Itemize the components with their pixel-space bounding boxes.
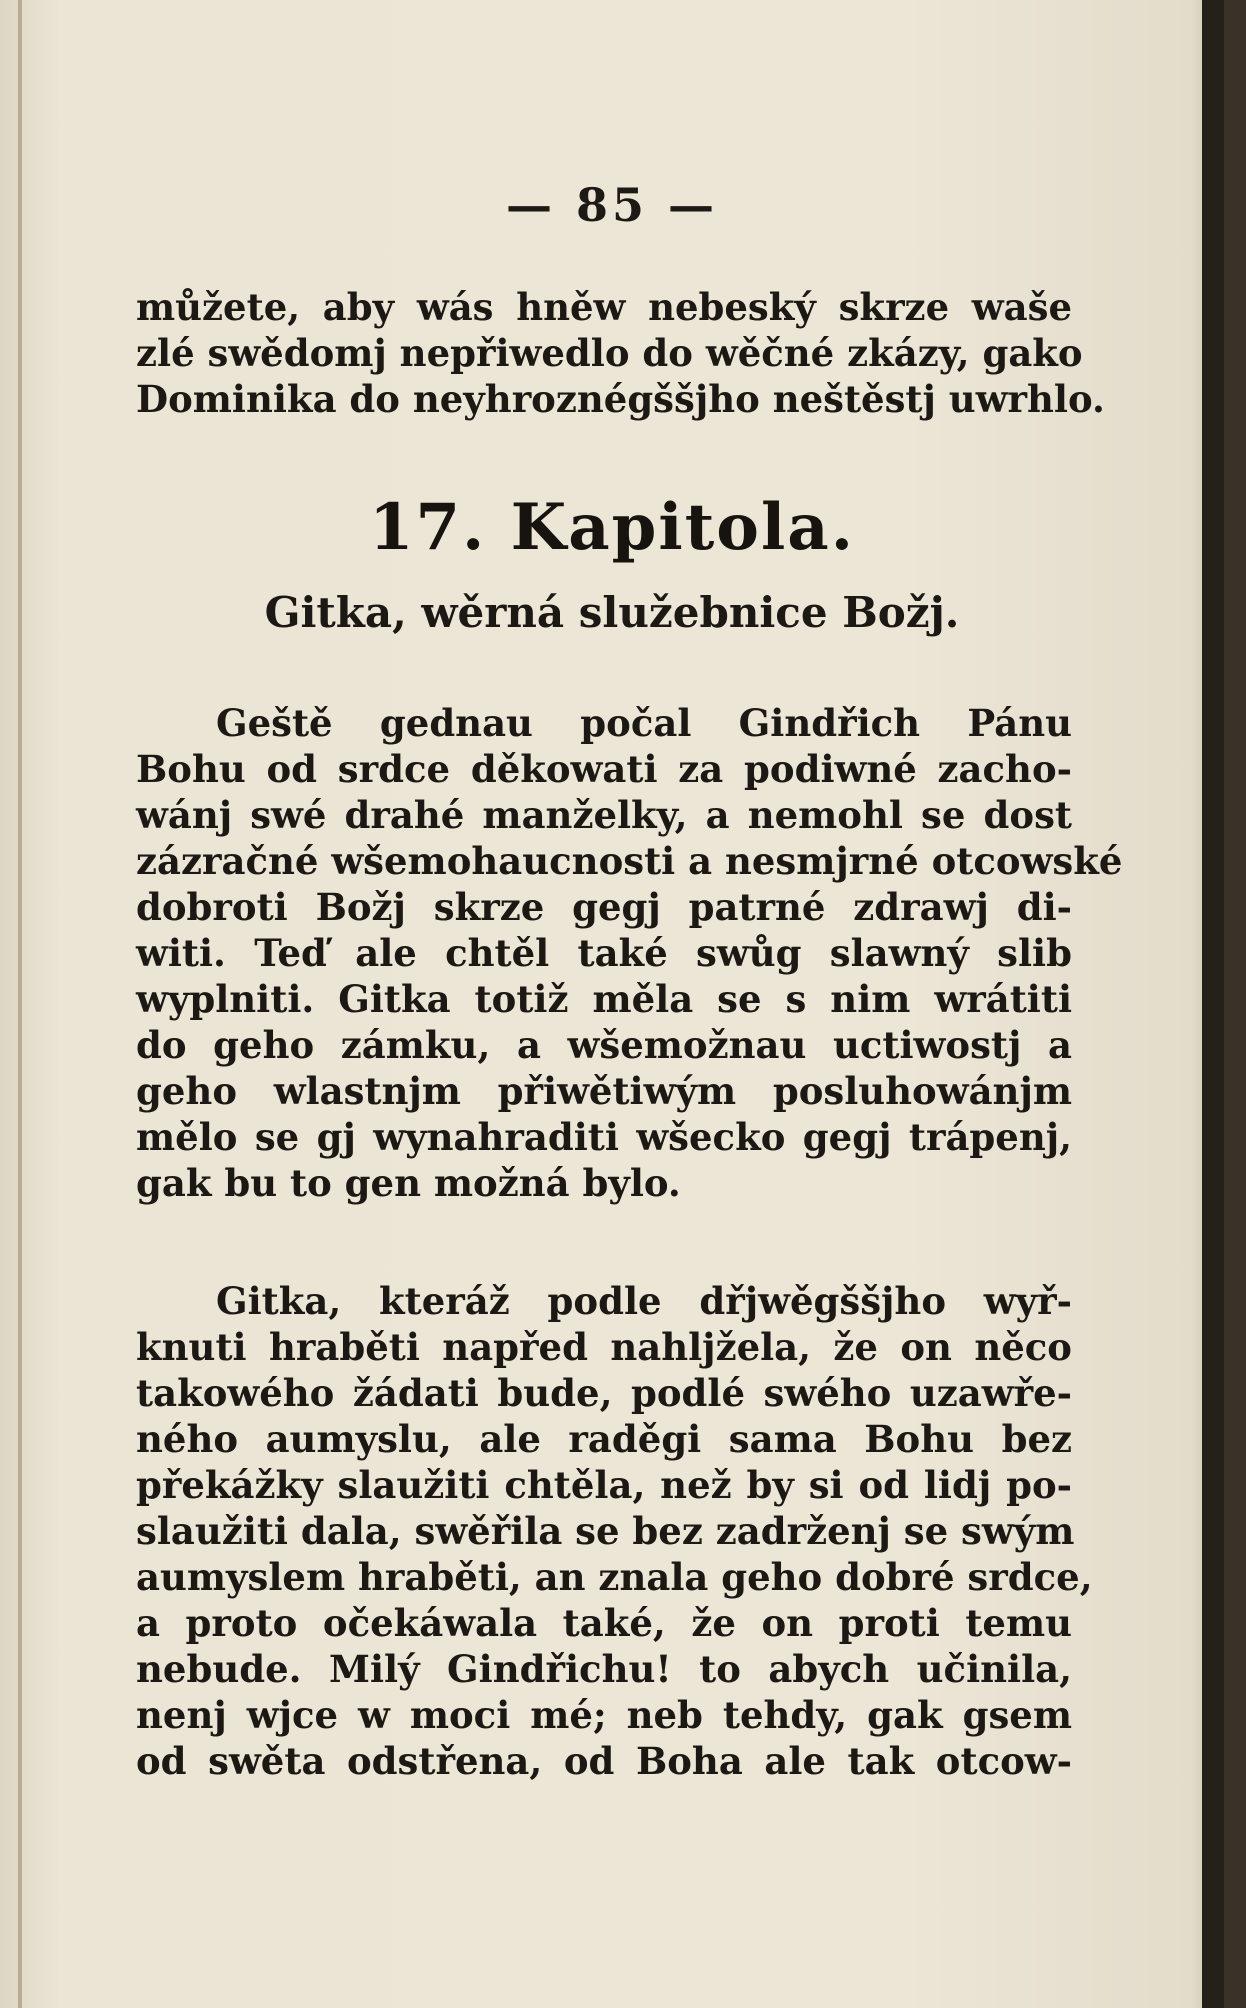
page-edge-border xyxy=(1202,0,1224,2008)
text-line: mělo se gj wynahraditi wšecko gegj trápenj, xyxy=(136,1115,1072,1159)
text-line: a proto očekáwala také, že on proti temu xyxy=(136,1601,1072,1645)
page-spine-shadow xyxy=(18,0,22,2008)
text-line: knuti hraběti napřed nahljžela, že on něco xyxy=(136,1325,1072,1369)
text-line: Dominika do neyhroznégššjho neštěstj uwrhlo. xyxy=(136,377,1105,421)
intro-text xyxy=(136,284,1105,422)
chapter-title: 17. Kapitola. xyxy=(368,490,856,565)
text-line: ného aumyslu, ale raděgi sama Bohu bez xyxy=(136,1417,1072,1461)
text-line: nenj wjce w moci mé; neb tehdy, gak gsem xyxy=(136,1693,1072,1737)
text-line: witi. Teď ale chtěl také swůg slawný slib xyxy=(136,931,1072,975)
chapter-subtitle: Gitka, wěrná služebnice Božj. xyxy=(264,588,960,637)
text-line: dobroti Božj skrze gegj patrné zdrawj di- xyxy=(136,885,1072,929)
text-line: překážky slaužiti chtěla, než by si od lidj po- xyxy=(136,1463,1072,1507)
text-line: geho wlastnjm přiwětiwým posluhowánjm xyxy=(136,1069,1072,1113)
text-line: wyplniti. Gitka totiž měla se s nim wrátiti xyxy=(136,977,1072,1021)
text-line: slaužiti dala, swěřila se bez zadrženj se swým xyxy=(136,1509,1075,1553)
text-line: do geho zámku, a wšemožnau uctiwostj a xyxy=(136,1023,1072,1067)
text-line: zázračné wšemohaucnosti a nesmjrné otcowské xyxy=(136,839,1123,883)
text-line: Gitka, kteráž podle dřjwěgššjho wyř- xyxy=(216,1279,1072,1323)
page-number: — 85 — xyxy=(505,178,719,232)
text-line: wánj swé drahé manželky, a nemohl se dost xyxy=(136,793,1072,837)
text-line: Bohu od srdce děkowati za podiwné zacho- xyxy=(136,747,1072,791)
paragraph-2 xyxy=(136,1278,1093,1784)
text-line: zlé swědomj nepřiwedlo do wěčné zkázy, gako xyxy=(136,331,1083,375)
text-line: Geště gednau počal Gindřich Pánu xyxy=(216,701,1072,745)
text-line: takowého žádati bude, podlé swého uzawře- xyxy=(136,1371,1072,1415)
text-line: od swěta odstřena, od Boha ale tak otcow- xyxy=(136,1739,1072,1783)
text-line: aumyslem hraběti, an znala geho dobré srdce, xyxy=(136,1555,1093,1599)
text-line: nebude. Milý Gindřichu! to abych učinila, xyxy=(136,1647,1072,1691)
text-line: gak bu to gen možná bylo. xyxy=(136,1161,681,1205)
text-line: můžete, aby wás hněw nebeský skrze waše xyxy=(136,285,1072,329)
paragraph-1 xyxy=(136,700,1123,1206)
